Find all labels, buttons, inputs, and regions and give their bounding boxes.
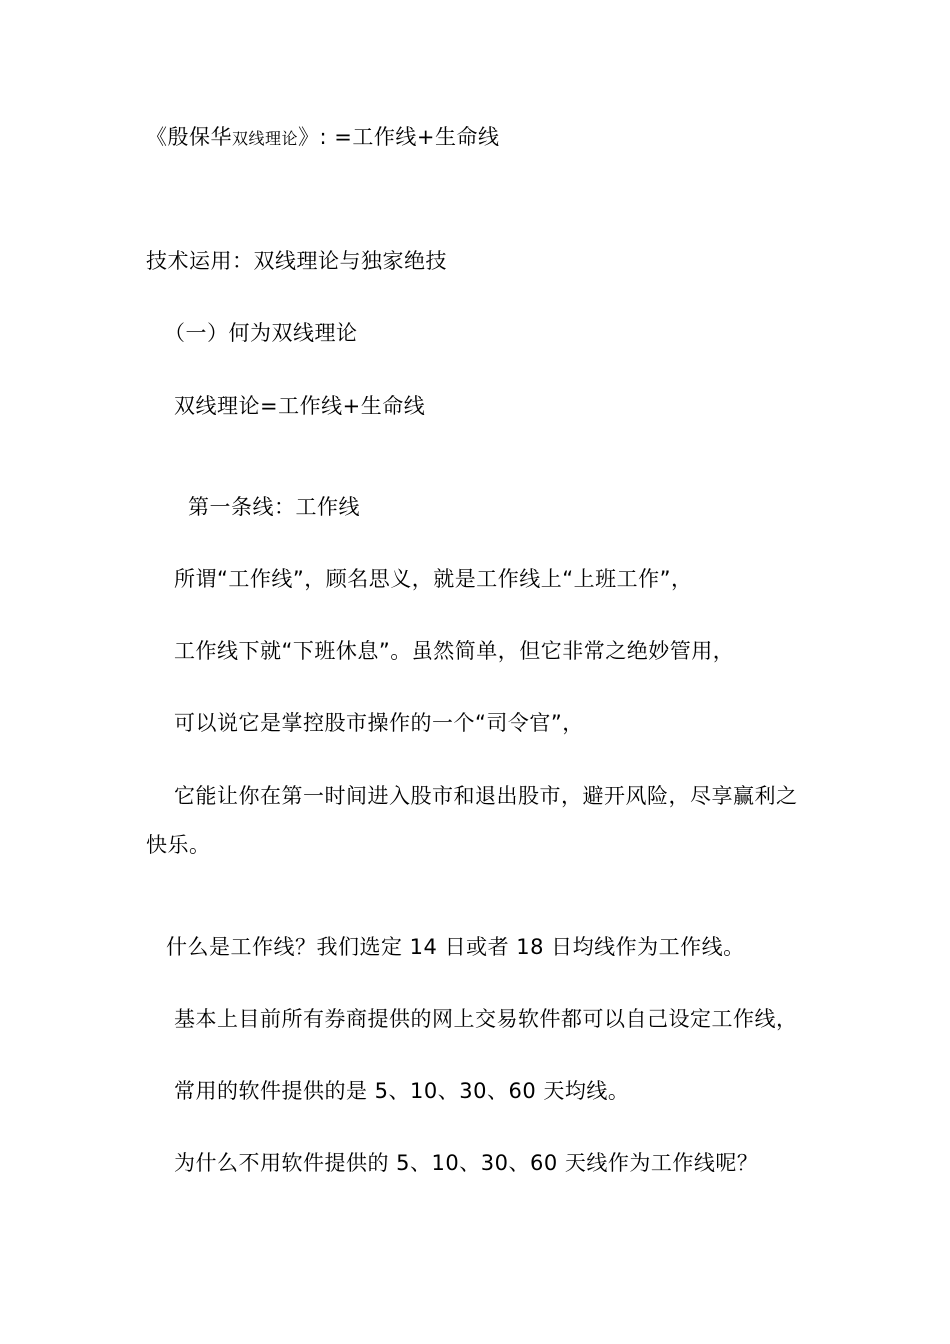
paragraph-2: 工作线下就“下班休息”。虽然简单，但它非常之绝妙管用， xyxy=(174,639,735,663)
section-heading-1: （一）何为双线理论 xyxy=(164,321,358,345)
heading-tech-application: 技术运用：双线理论与独家绝技 xyxy=(146,249,447,273)
question-2: 为什么不用软件提供的 5、10、30、60 天线作为工作线呢？ xyxy=(174,1151,759,1175)
document-title xyxy=(146,124,499,152)
title-part-1: 《殷保华 xyxy=(146,125,232,149)
title-part-2-small: 双线理论 xyxy=(232,129,299,148)
paragraph-6: 常用的软件提供的是 5、10、30、60 天均线。 xyxy=(174,1079,630,1103)
title-part-3: 》: =工作线+生命线 xyxy=(298,125,500,149)
paragraph-3: 可以说它是掌控股市操作的一个“司令官”， xyxy=(174,711,584,735)
paragraph-4-line-2: 快乐。 xyxy=(146,833,211,857)
question-1: 什么是工作线？我们选定 14 日或者 18 日均线作为工作线。 xyxy=(166,935,745,959)
paragraph-5: 基本上目前所有券商提供的网上交易软件都可以自己设定工作线， xyxy=(174,1007,798,1031)
definition-line: 双线理论=工作线+生命线 xyxy=(174,394,426,418)
paragraph-1: 所谓“工作线”，顾名思义，就是工作线上“上班工作”， xyxy=(174,567,693,591)
first-line-heading: 第一条线：工作线 xyxy=(188,495,360,519)
paragraph-4-line-1: 它能让你在第一时间进入股市和退出股市，避开风险，尽享赢利之 xyxy=(174,784,798,808)
